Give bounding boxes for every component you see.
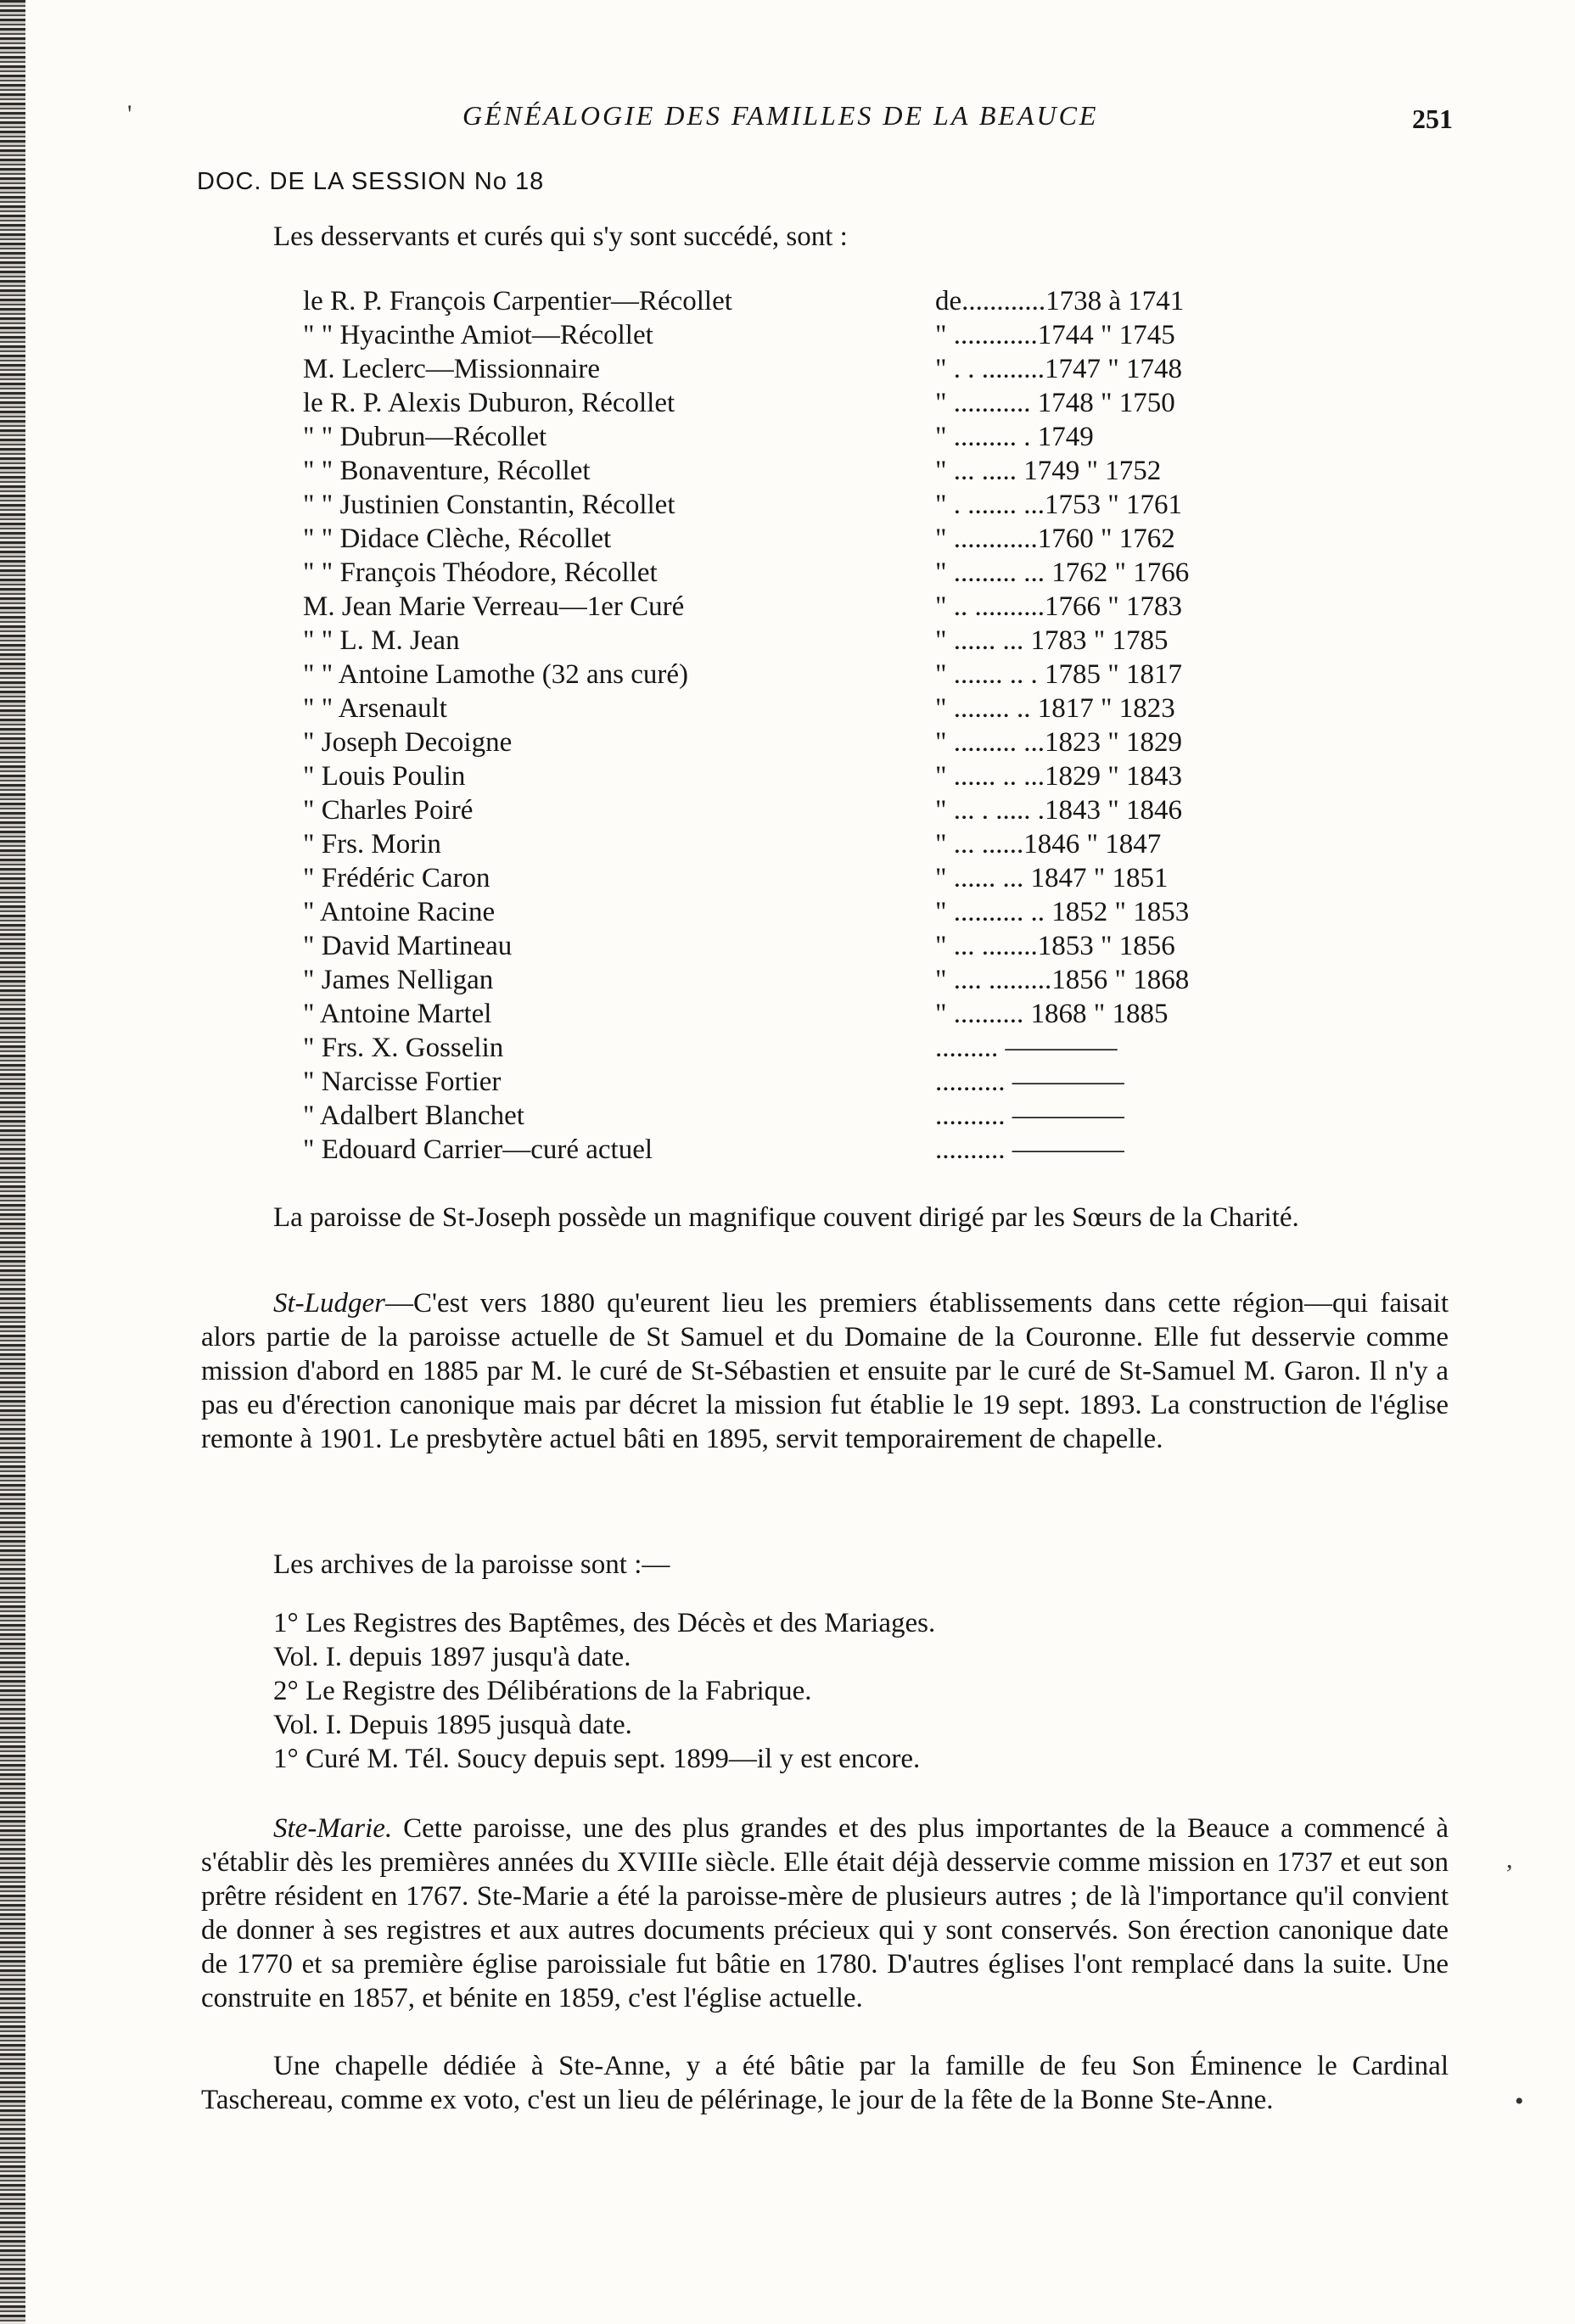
table-row: [197, 352, 1368, 386]
table-row: [197, 759, 1368, 793]
table-row: [197, 590, 1368, 624]
list-item: 1° Les Registres des Baptêmes, des Décès et des Mariages.: [273, 1608, 936, 1638]
ste-marie-paragraph: [201, 1812, 1449, 2015]
table-row: [197, 420, 1368, 454]
cures-table: [197, 284, 1368, 1167]
st-ludger-paragraph: [201, 1286, 1449, 1456]
cure-dates: " ............1744 " 1745: [935, 320, 1175, 350]
cure-name: " " Arsenault: [303, 693, 447, 724]
cure-name: " Narcisse Fortier: [303, 1067, 502, 1097]
page-binding-edge: [0, 0, 25, 2324]
cure-dates: " ... . ..... .1843 " 1846: [935, 795, 1182, 826]
table-row: [197, 895, 1368, 929]
cure-dates: " . . .........1747 " 1748: [935, 354, 1182, 384]
cures-intro: Les desservants et curés qui s'y sont succédé, sont :: [273, 221, 848, 252]
cure-name: " Adalbert Blanchet: [303, 1100, 524, 1131]
cure-dates: " ... ......1846 " 1847: [935, 829, 1162, 860]
cure-dates: ......... ————: [935, 1033, 1118, 1063]
st-ludger-title: St-Ludger: [273, 1288, 385, 1319]
cure-dates: " .... .........1856 " 1868: [935, 965, 1190, 995]
cure-name: " " Dubrun—Récollet: [303, 422, 547, 452]
cure-dates: " .......... .. 1852 " 1853: [935, 897, 1190, 927]
cure-name: " " Justinien Constantin, Récollet: [303, 490, 675, 520]
session-label: DOC. DE LA SESSION No 18: [197, 168, 545, 195]
table-row: [197, 997, 1368, 1031]
margin-mark: ,: [1506, 1845, 1513, 1873]
table-row: [197, 1099, 1368, 1133]
cure-name: " Joseph Decoigne: [303, 727, 513, 758]
cure-dates: " ... ..... 1749 " 1752: [935, 456, 1162, 486]
table-row: [197, 454, 1368, 488]
cure-name: " James Nelligan: [303, 965, 494, 995]
cure-dates: " ........... 1748 " 1750: [935, 388, 1175, 418]
cure-dates: " ......... ...1823 " 1829: [935, 727, 1182, 758]
table-row: [197, 827, 1368, 861]
cure-name: " Frs. Morin: [303, 829, 441, 860]
cure-dates: .......... ————: [935, 1100, 1124, 1131]
table-row: [197, 1133, 1368, 1167]
cure-dates: " ........ .. 1817 " 1823: [935, 693, 1175, 724]
convent-paragraph: La paroisse de St-Joseph possède un magnifique couvent dirigé par les Sœurs de la Charité.: [273, 1202, 1299, 1233]
list-item: Vol. I. Depuis 1895 jusquà date.: [273, 1710, 632, 1740]
table-row: [197, 793, 1368, 827]
ste-marie-text: Cette paroisse, une des plus grandes et des plus importantes de la Beauce a commencé à s'établir dès les premières années du XVIIIe siècle. Elle était déjà desservie comme mission en 1737 et eut son prêtre résident en 1767. Ste-Marie a été la paroisse-mère de plusieurs autres ; de là l'importance qu'il convient de donner à ses registres et aux autres documents précieux qui y sont conservés. Son érection canonique date de 1770 et sa première église paroissiale fut bâtie en 1780. D'autres églises l'ont remplacé dans la suite. Une construite en 1857, et bénite en 1859, c'est l'église actuelle.: [201, 1813, 1449, 2013]
cure-name: " Frs. X. Gosselin: [303, 1033, 504, 1063]
list-item: 2° Le Registre des Délibérations de la Fabrique.: [273, 1676, 812, 1706]
cure-name: " " Hyacinthe Amiot—Récollet: [303, 320, 653, 350]
table-row: [197, 318, 1368, 352]
ste-marie-title: Ste-Marie.: [273, 1813, 393, 1844]
cure-dates: .......... ————: [935, 1067, 1124, 1097]
cure-name: " Antoine Racine: [303, 897, 496, 927]
cure-name: M. Leclerc—Missionnaire: [303, 354, 601, 384]
st-ludger-text: —C'est vers 1880 qu'eurent lieu les premiers établissements dans cette région—qui faisait alors partie de la paroisse actuelle de St Samuel et du Domaine de la Couronne. Elle fut desservie comme mission d'abord en 1885 par M. le curé de St-Sébastien et ensuite par le curé de St-Samuel M. Garon. Il n'y a pas eu d'érection canonique mais par décret la mission fut établie le 19 sept. 1893. La construction de l'église remonte à 1901. Le presbytère actuel bâti en 1895, servit temporairement de chapelle.: [201, 1288, 1449, 1454]
running-header-title: GÉNÉALOGIE DES FAMILLES DE LA BEAUCE: [462, 100, 1099, 131]
table-row: [197, 1065, 1368, 1099]
cure-dates: " ...... ... 1847 " 1851: [935, 863, 1169, 893]
cure-name: le R. P. François Carpentier—Récollet: [303, 286, 732, 316]
cure-dates: " . ....... ...1753 " 1761: [935, 490, 1182, 520]
list-item: Vol. I. depuis 1897 jusqu'à date.: [273, 1642, 631, 1672]
cure-name: " Antoine Martel: [303, 999, 492, 1029]
cure-name: " Frédéric Caron: [303, 863, 490, 893]
margin-mark: •: [1515, 2087, 1524, 2115]
list-item: 1° Curé M. Tél. Soucy depuis sept. 1899—il y est encore.: [273, 1744, 921, 1774]
cure-dates: " ............1760 " 1762: [935, 524, 1175, 554]
cure-name: " " Antoine Lamothe (32 ans curé): [303, 659, 688, 690]
margin-mark: ': [127, 100, 132, 128]
table-row: [197, 624, 1368, 658]
cure-dates: " ......... ... 1762 " 1766: [935, 557, 1190, 588]
cure-dates: " ......... . 1749: [935, 422, 1094, 452]
table-row: [197, 1031, 1368, 1065]
table-row: [197, 692, 1368, 725]
chapel-paragraph: Une chapelle dédiée à Ste-Anne, y a été bâtie par la famille de feu Son Éminence le Cardinal Taschereau, comme ex voto, c'est un lieu de pélérinage, le jour de la fête de la Bonne Ste-Anne.: [201, 2051, 1449, 2115]
cure-dates: " ...... ... 1783 " 1785: [935, 625, 1169, 656]
table-row: [197, 929, 1368, 963]
cure-dates: " ...... .. ...1829 " 1843: [935, 761, 1182, 792]
cure-dates: .......... ————: [935, 1134, 1124, 1165]
cure-name: " Charles Poiré: [303, 795, 474, 826]
table-row: [197, 963, 1368, 997]
cure-name: " " François Théodore, Récollet: [303, 557, 658, 588]
cure-name: " David Martineau: [303, 931, 513, 961]
archives-list: [273, 1606, 935, 1776]
cure-name: M. Jean Marie Verreau—1er Curé: [303, 591, 685, 622]
cure-dates: de............1738 à 1741: [935, 286, 1185, 316]
table-row: [197, 658, 1368, 692]
cure-name: " Edouard Carrier—curé actuel: [303, 1134, 653, 1165]
cure-name: " " Didace Clèche, Récollet: [303, 524, 612, 554]
cure-name: " " Bonaventure, Récollet: [303, 456, 591, 486]
table-row: [197, 861, 1368, 895]
cure-name: " Louis Poulin: [303, 761, 466, 792]
table-row: [197, 522, 1368, 556]
table-row: [197, 725, 1368, 759]
table-row: [197, 386, 1368, 420]
cure-dates: " .. ..........1766 " 1783: [935, 591, 1182, 622]
archives-intro: Les archives de la paroisse sont :—: [273, 1549, 670, 1580]
cure-dates: " ... ........1853 " 1856: [935, 931, 1175, 961]
page-number: 251: [1412, 104, 1453, 134]
table-row: [197, 284, 1368, 318]
table-row: [197, 488, 1368, 522]
cure-name: " " L. M. Jean: [303, 625, 460, 656]
cure-dates: " ....... .. . 1785 " 1817: [935, 659, 1182, 690]
cure-name: le R. P. Alexis Duburon, Récollet: [303, 388, 675, 418]
table-row: [197, 556, 1368, 590]
cure-dates: " .......... 1868 " 1885: [935, 999, 1169, 1029]
